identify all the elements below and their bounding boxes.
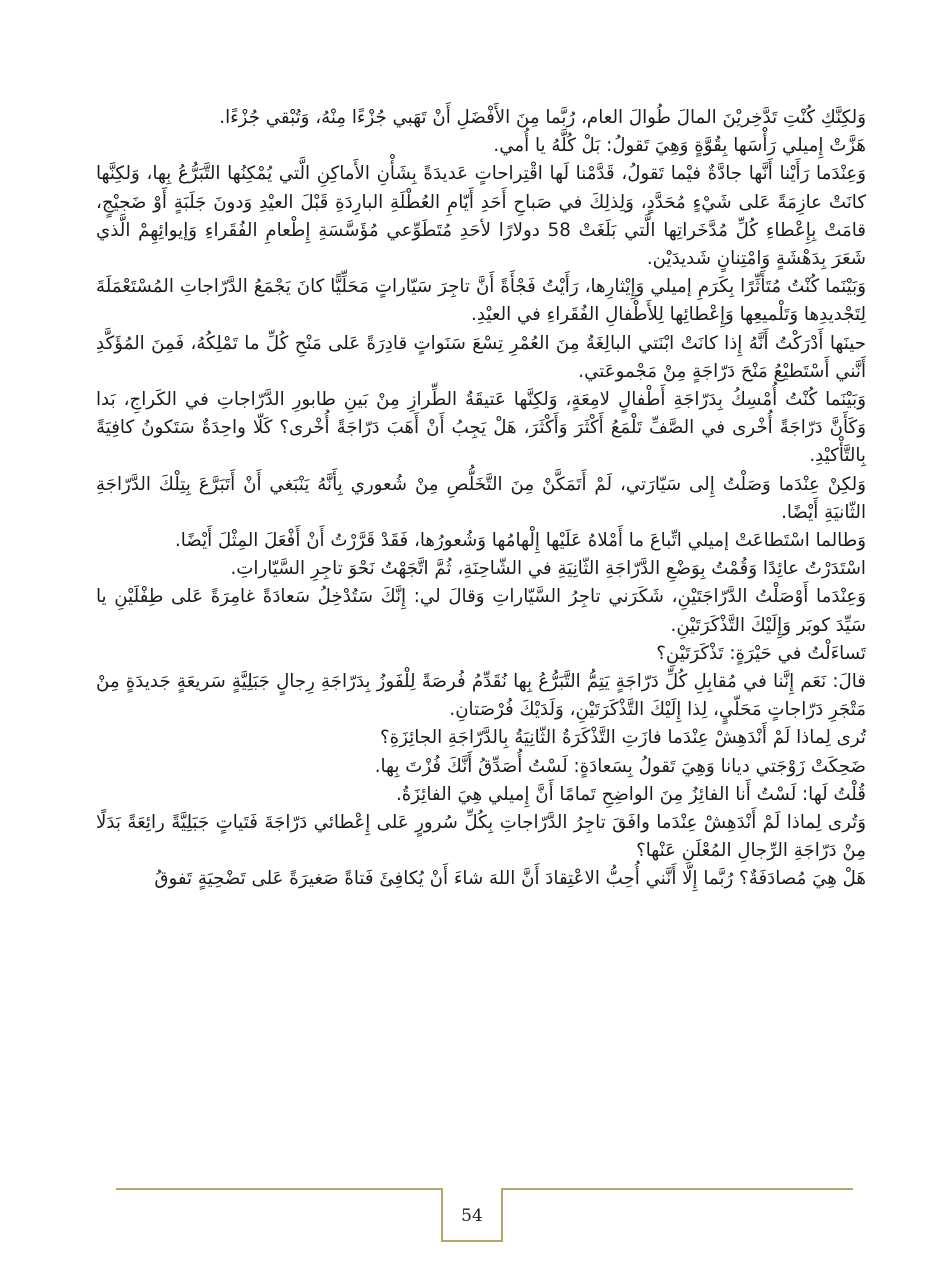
paragraph-11: تَساءَلْتُ في حَيْرَةٍ: تَذْكَرَتَيْنِ؟ (656, 642, 866, 664)
paragraph-14: ضَحِكَتْ زَوْجَتي ديانا وَهِيَ تَقولُ بِسَعادَةٍ: لَسْتُ أُصَدِّقُ أَنَّكَ فُزْتَ بِها. (374, 755, 866, 777)
paragraph-15: قُلْتُ لَها: لَسْتُ أَنا الفائِزُ مِنَ الواضِحِ تَمامًا أَنَّ إِميلي هِيَ الفائِزَةُ. (395, 783, 866, 805)
body-text (96, 104, 866, 894)
paragraph-7: وَلكِنْ عِنْدَما وَصَلْتُ إِلى سَيّارَتي، لَمْ أَتَمَكَّنْ مِنَ التَّخَلُّصِ مِنْ شُعوري بِأَنَّهُ يَنْبَغي أَنْ أَتَبَرَّعَ بِتِلْكَ الدَّرّاجَةِ الثّانيَةِ أَيْضًا. (96, 473, 866, 523)
paragraph-16: وَتُرى لِماذا لَمْ أَنْدَهِشْ عِنْدَما وافَقَ تاجِرُ الدَّرّاجاتِ بِكُلِّ سُرورٍ عَلى إِعْطائي دَرّاجَةَ فَتَياتٍ جَبَلِيَّةً رائِعَةً بَدَلًا مِنْ دَرّاجَةِ الرِّجالِ المُعْلَنِ عَنْها؟ (96, 812, 866, 862)
paragraph-12: قالَ: نَعَم إِنَّنا في مُقابِلِ كُلِّ دَرّاجَةٍ يَتِمُّ التَّبَرُّعُ بِها نُقَدِّمُ فُرصَةً لِلْفَوزُ بِدَرّاجَةِ رِجالٍ جَبَلِيَّةٍ سَريعَةٍ جَديدَةٍ مِنْ مَتْجَرِ دَرّاجاتٍ مَحَلّيٍ، لِذا إِلَيْكَ التَّذْكَرَتَيْنِ، وَلَدَيْكَ فُرْصَتانِ. (96, 671, 866, 721)
page-number: 54 (461, 1206, 483, 1226)
footer-rule-left (116, 1188, 442, 1190)
paragraph-17: هَلْ هِيَ مُصادَفَةٌ؟ رُبَّما إِلّا أَنَّني أُحِبُّ الاعْتِقادَ أَنَّ اللهَ شاءَ أَنْ يُكافِئَ فَتاةً صَغيرَةً عَلى تَضْحِيَةٍ تَفوقُ (154, 868, 866, 890)
footer-rule-right (503, 1188, 853, 1190)
paragraph-8: وَطالما اسْتَطاعَتْ إميلي اتِّباعَ ما أَمْلاهُ عَلَيْها إِلْهامُها وَشُعورُها، فَقَدْ قَرَّرْتُ أَنْ أَفْعَلَ المِثْلَ أَيْضًا. (174, 530, 866, 552)
paragraph-2: هَزَّتْ إِميلي رَأْسَها بِقُوَّةٍ وَهِيَ تَقولُ: بَلْ كُلَّهُ يا أُمي. (493, 135, 866, 157)
paragraph-6: وَبَيْنَما كُنْتُ أُمْسِكُ بِدَرّاجَةِ أَطْفالٍ لامِعَةٍ، وَلكِنَّها عَتيقَةُ الطِّرازِ مِنْ بَينِ طابورِ الدَّرّاجاتِ في الكَراجِ، بَدا وَكَأَنَّ دَرّاجَةً أُخْرى في الصَّفِّ تَلْمَعُ أَكْثَرَ وَأَكْثَرَ، هَلْ يَجِبُ أَنْ أَهَبَ دَرّاجَةً أُخْرى؟ كَلّا واحِدَةٌ سَتَكونُ كافِيَةً بِالتَّأْكيْدِ. (96, 389, 866, 467)
paragraph-3: وَعِنْدَما رَأَيْنا أَنَّها جادَّةٌ فيْما تَقولُ، قَدَّمْنا لَها اقْتِراحاتٍ عَديدَةً بِشَأْنِ الأَماكِنِ الَّتي يُمْكِنُها التَّبَرُّعُ بِها، وَلكِنَّها كانَتْ عازِمَةً عَلى شَيْءٍ مُحَدَّدٍ، وَلِذلِكَ في صَباحِ أَحَدِ أَيّامِ العُطْلَةِ البارِدَةِ قَبْلَ العيْدِ وَدونَ جَلَبَةٍ أَوْ ضَجيْجٍ، قامَتْ بِإِعْطاءِ كُلِّ مُدَّخَراتِها الَّتي بَلَغَتْ 58 دولارًا لأحَدِ مُتَطَوِّعي مُؤَسَّسَةِ إِطْعامِ الفُقَراءِ وَإيوائِهِمْ الَّذي شَعَرَ بِدَهْشَةٍ وَامْتِنانٍ شَديدَيْن. (96, 163, 866, 270)
paragraph-9: اسْتَدَرْتُ عائِدًا وَقُمْتُ بِوَضْعِ الدَّرّاجَةِ الثّانِيَةِ في الشّاحِنَةِ، ثُمَّ اتَّجَهْتُ نَحْوَ تاجِرِ السَّيّاراتِ. (230, 558, 866, 580)
paragraph-5: حينَها أَدْرَكْتُ أَنَّهُ إِذا كانَتْ ابْنَتي البالِغَةُ مِنَ العُمْرِ تِسْعَ سَنَواتٍ قادِرَةً عَلى مَنْحِ كُلِّ ما تَمْلِكُهُ، فَمِنَ المُؤَكَّدِ أَنَّني أَسْتَطيْعُ مَنْحَ دَرّاجَةٍ مِنْ مَجْموعَتي. (96, 332, 866, 382)
paragraph-10: وَعِنْدَما أَوْصَلْتُ الدَّرّاجَتَيْنِ، شَكَرَني تاجِرُ السَّيّاراتِ وَقالَ لي: إِنَّكَ سَتُدْخِلُ سَعادَةً غامِرَةً عَلى طِفْلَيْنِ يا سَيِّدَ كوبَر وَإِلَيْكَ التَّذْكَرَتَيْنِ. (96, 586, 866, 636)
paragraph-4: وَبَيْنَما كُنْتُ مُتَأَثِّرًا بِكَرَمِ إميلي وَإِيْثارِها، رَأَيْتُ فَجْأَةً أَنَّ تاجِرَ سَيّاراتٍ مَحَلِّيًّا كانَ يَجْمَعُ الدَّرّاجاتِ المُسْتَعْمَلَةَ لِتَجْديدِها وَتَلْميعِها وَإِعْطائِها لِلأَطْفالِ الفُقَراءِ في العيْدِ. (96, 276, 866, 326)
paragraph-1: وَلكِنَّكِ كُنْتِ تَدَّخِريْنَ المالَ طُوالَ العام، رُبَّما مِنَ الأَفْضَلِ أَنْ تَهَبي جُزْءًا مِنْهُ، وَتُبْقي جُزْءًا. (219, 107, 866, 128)
paragraph-13: تُرى لِماذا لَمْ أَنْدَهِشْ عِنْدَما فازَتِ التَّذْكَرَةُ الثّانِيَةُ بِالدَّرّاجَةِ الجائِزَةِ؟ (380, 727, 866, 749)
